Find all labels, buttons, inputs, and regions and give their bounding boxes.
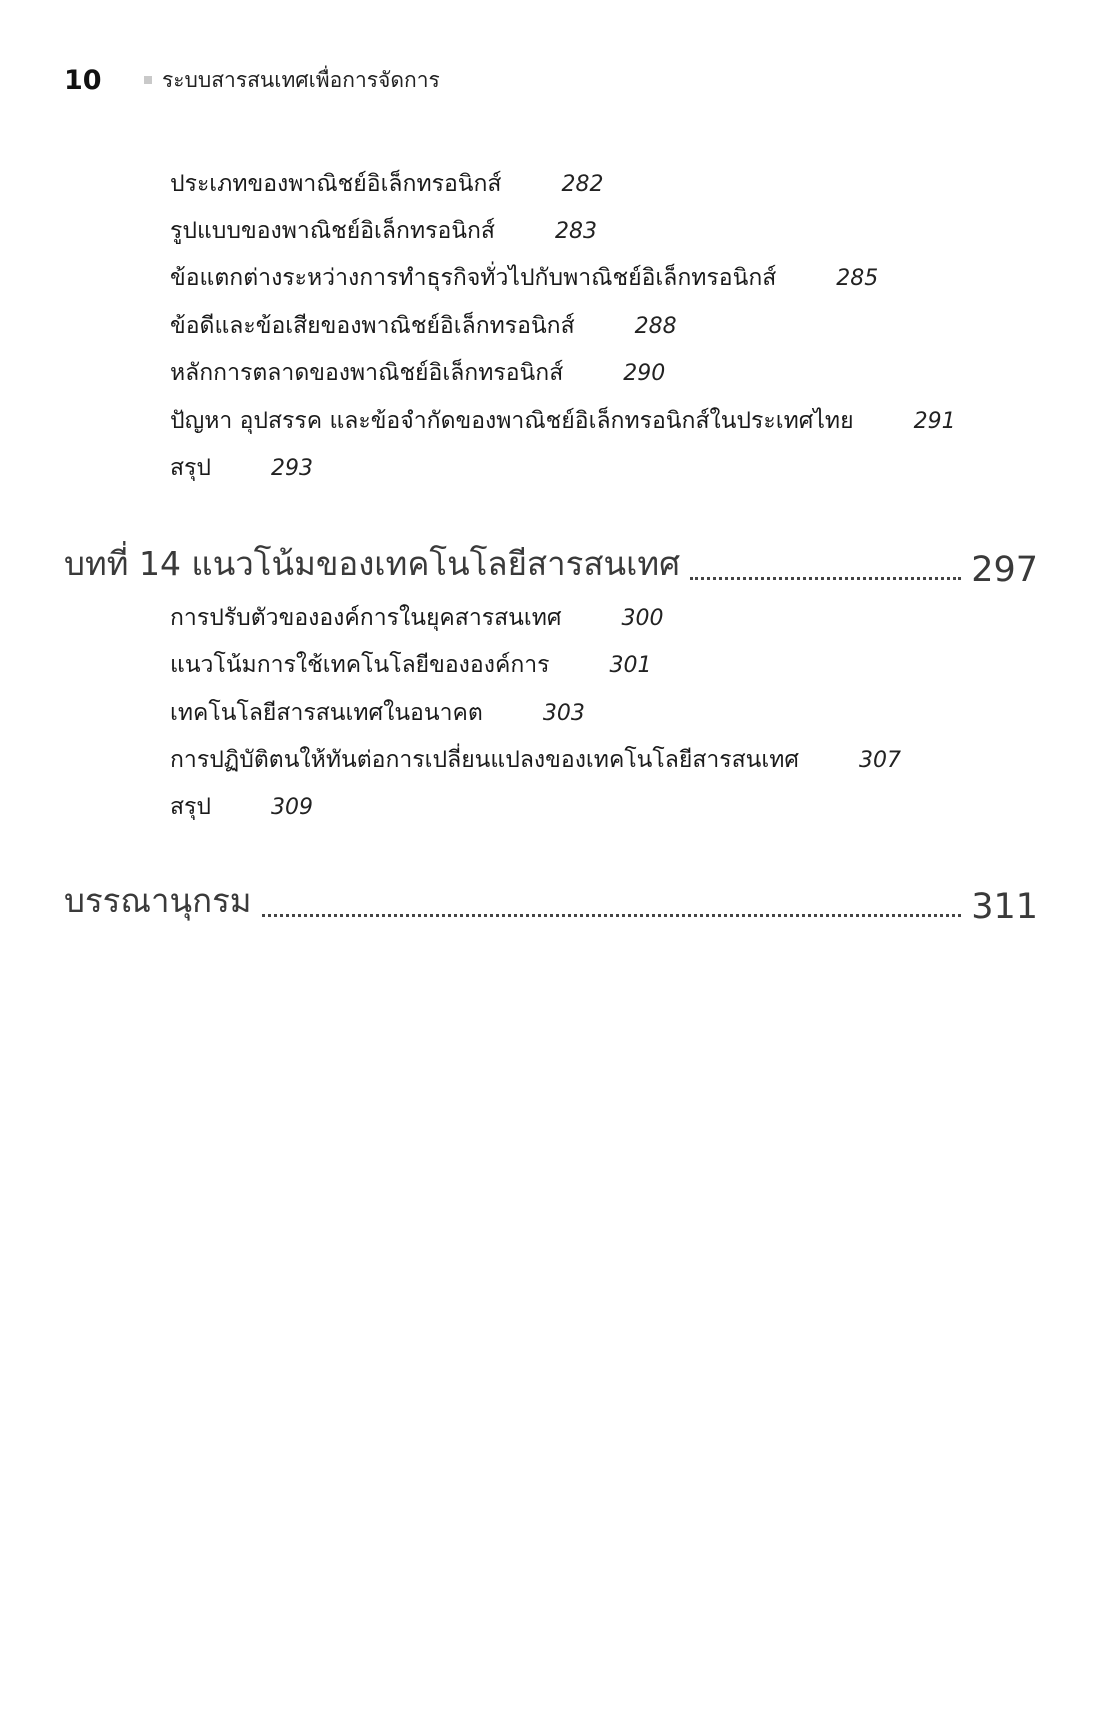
page-number: 10 — [64, 64, 102, 96]
toc-entry-page: 288 — [634, 313, 677, 339]
chapter-page: 297 — [971, 550, 1038, 590]
toc-entry[interactable] — [170, 211, 597, 251]
chapter-heading[interactable] — [64, 536, 1038, 590]
toc-entry-title: การปรับตัวขององค์การในยุคสารสนเทศ — [170, 605, 562, 631]
toc-entry-page: 301 — [609, 652, 652, 678]
toc-entry-title: สรุป — [170, 455, 211, 481]
toc-entry[interactable] — [170, 645, 652, 685]
bibliography-title: บรรณานุกรม — [64, 881, 252, 920]
toc-entry[interactable] — [170, 401, 956, 441]
toc-entry-title: หลักการตลาดของพาณิชย์อิเล็กทรอนิกส์ — [170, 360, 564, 386]
running-title: ระบบสารสนเทศเพื่อการจัดการ — [162, 67, 440, 92]
bibliography-heading[interactable] — [64, 873, 1038, 927]
running-header — [64, 62, 440, 98]
chapter-title: บทที่ 14 แนวโน้มของเทคโนโลยีสารสนเทศ — [64, 544, 681, 583]
toc-entry-title: ข้อดีและข้อเสียของพาณิชย์อิเล็กทรอนิกส์ — [170, 313, 575, 339]
toc-entry-page: 300 — [621, 605, 664, 631]
dot-leader — [262, 914, 962, 917]
toc-entry[interactable] — [170, 693, 585, 733]
toc-entry-title: ปัญหา อุปสรรค และข้อจำกัดของพาณิชย์อิเล็กทรอนิกส์ในประเทศไทย — [170, 408, 854, 434]
toc-entry[interactable] — [170, 448, 313, 488]
toc-entry-title: เทคโนโลยีสารสนเทศในอนาคต — [170, 700, 483, 726]
toc-entry-title: สรุป — [170, 794, 211, 820]
toc-entry-page: 291 — [913, 408, 956, 434]
bibliography-page: 311 — [971, 887, 1038, 927]
toc-entry-title: แนวโน้มการใช้เทคโนโลยีขององค์การ — [170, 652, 550, 678]
toc-entry[interactable] — [170, 164, 603, 204]
toc-entry-page: 307 — [859, 747, 902, 773]
toc-entry-title: รูปแบบของพาณิชย์อิเล็กทรอนิกส์ — [170, 218, 495, 244]
toc-entry[interactable] — [170, 787, 313, 827]
dot-leader — [690, 577, 961, 580]
toc-entry-page: 290 — [623, 360, 666, 386]
toc-entry[interactable] — [170, 353, 665, 393]
toc-entry-page: 303 — [542, 700, 585, 726]
toc-entry-title: ข้อแตกต่างระหว่างการทำธุรกิจทั่วไปกับพาณิชย์อิเล็กทรอนิกส์ — [170, 265, 777, 291]
toc-entry-page: 283 — [554, 218, 597, 244]
toc-entry-page: 309 — [271, 794, 313, 820]
toc-entry-title: ประเภทของพาณิชย์อิเล็กทรอนิกส์ — [170, 171, 502, 197]
toc-entry-title: การปฏิบัติตนให้ทันต่อการเปลี่ยนแปลงของเทคโนโลยีสารสนเทศ — [170, 747, 800, 773]
square-bullet-icon — [144, 76, 152, 84]
toc-entry[interactable] — [170, 598, 664, 638]
toc-entry-page: 282 — [561, 171, 604, 197]
toc-entry-page: 285 — [836, 265, 879, 291]
toc-entry[interactable] — [170, 306, 677, 346]
toc-entry[interactable] — [170, 740, 901, 780]
toc-entry-page: 293 — [271, 455, 313, 481]
toc-entry[interactable] — [170, 258, 878, 298]
